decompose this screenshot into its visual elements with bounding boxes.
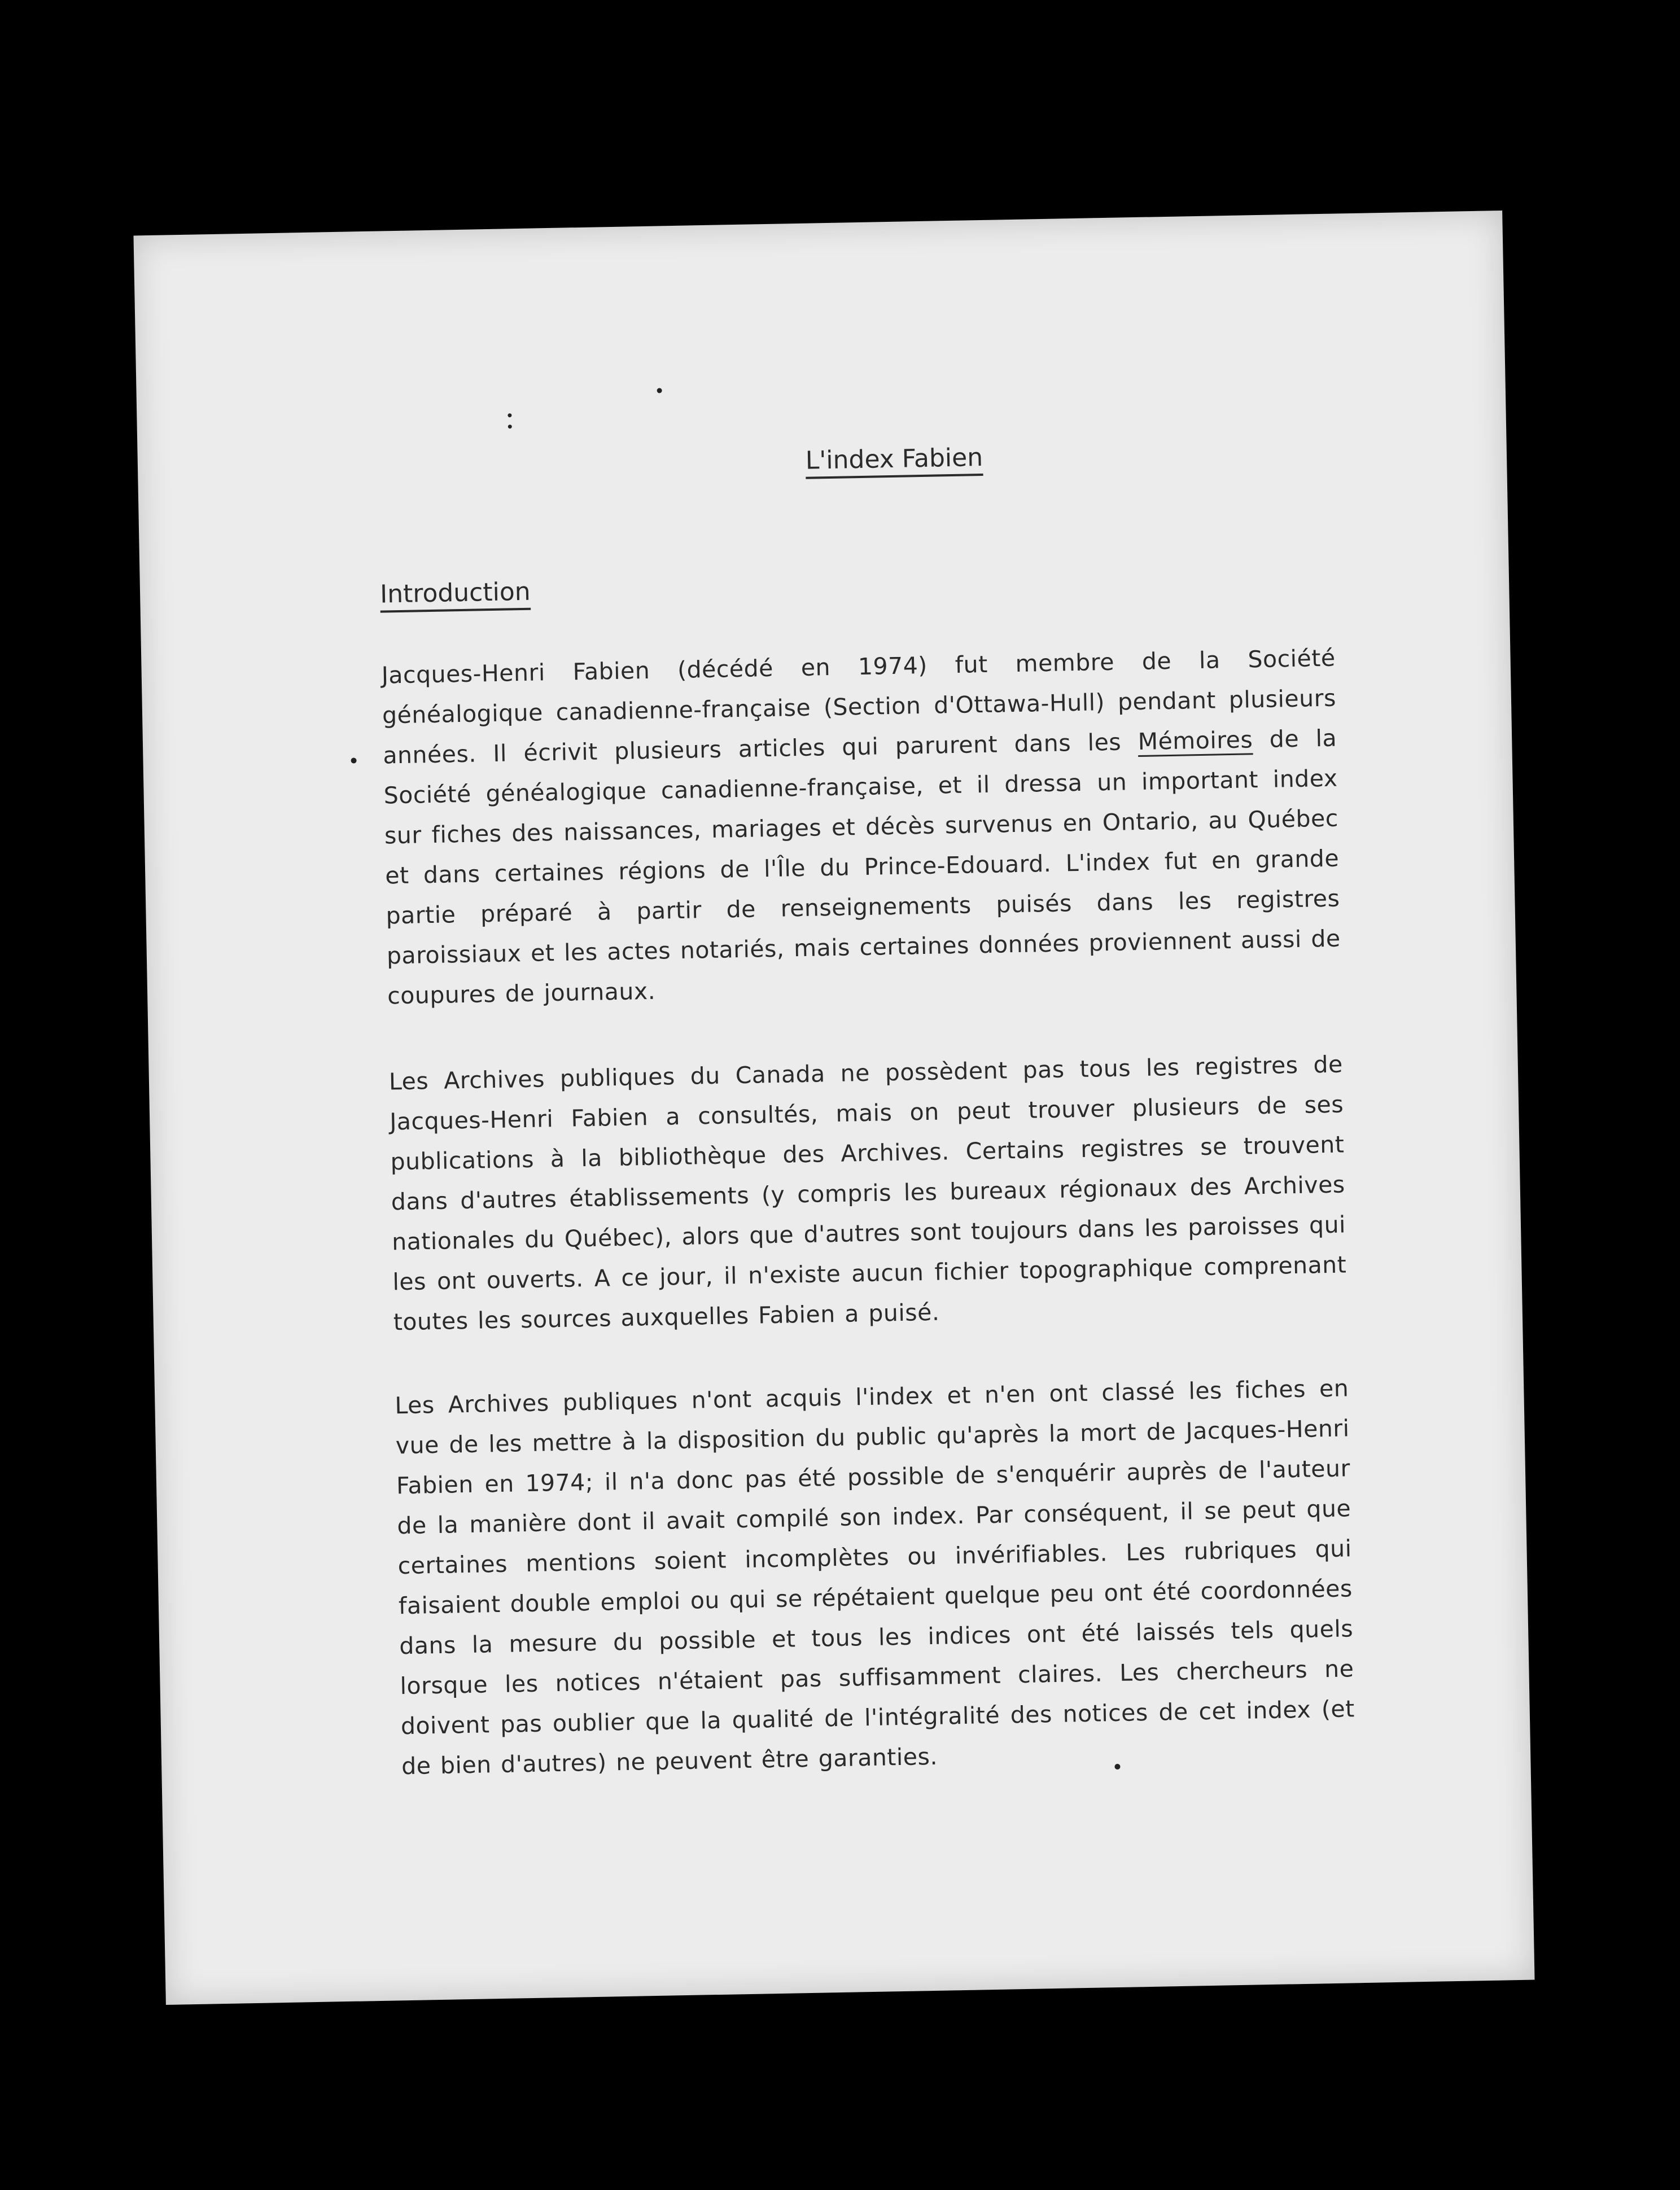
paragraph-1-text-after: de la Société généalogique canadienne-française, et il dressa un important index sur fiches des naissances, mariages et décès survenus en Ontario, au Québec et dans certaines régions de l'Île du Prince-Edouard. L'index fut en grande partie préparé à partir de renseignements puisés dans les registres paroissiaux et les actes notariés, mais certaines données proviennent aussi de coupures de journaux. [383, 724, 1341, 1010]
paragraph-1 [381, 638, 1341, 1017]
paragraph-2: Les Archives publiques du Canada ne possèdent pas tous les registres de Jacques-Henri Fabien a consultés, mais on peut trouver plusieurs de ses publications à la bibliothèque des Archives. Certains registres se trouvent dans d'autres établissements (y compris les bureaux régionaux des Archives nationales du Québec), alors que d'autres sont toujours dans les paroisses qui les ont ouverts. A ce jour, il n'existe aucun fichier topographique comprenant toutes les sources auxquelles Fabien a puisé. [388, 1050, 1347, 1336]
document-title: L'index Fabien [805, 443, 983, 475]
document-page [133, 211, 1534, 2005]
paragraph-3: Les Archives publiques n'ont acquis l'index et n'en ont classé les fiches en vue de les mettre à la disposition du public qu'après la mort de Jacques-Henri Fabien en 1974; il n'a donc pas été possible de s'enquérir auprès de l'auteur de la manière dont il avait compilé son index. Par conséquent, il se peut que certaines mentions soient incomplètes ou invérifiables. Les rubriques qui faisaient double emploi ou qui se répétaient quelque peu ont été coordonnées dans la mesure du possible et tous les indices ont été laissés tels quels lorsque les notices n'étaient pas suffisamment claires. Les chercheurs ne doivent pas oublier que la qualité de l'intégralité des notices de cet index (et de bien d'autres) ne peuvent être garanties. [395, 1374, 1355, 1780]
section-heading-introduction: Introduction [379, 577, 531, 609]
dust-speck [657, 388, 662, 393]
dust-speck [508, 424, 512, 428]
dust-speck [508, 413, 511, 417]
memoires-underlined-title: Mémoires [1138, 726, 1253, 756]
dust-speck [351, 757, 356, 763]
paragraph-1-text-before: Jacques-Henri Fabien (décédé en 1974) fut membre de la Société généalogique canadienne-française (Section d'Ottawa-Hull) pendant plusieurs années. Il écrivit plusieurs articles qui parurent dans les [381, 644, 1337, 769]
document-content [373, 214, 1355, 1780]
